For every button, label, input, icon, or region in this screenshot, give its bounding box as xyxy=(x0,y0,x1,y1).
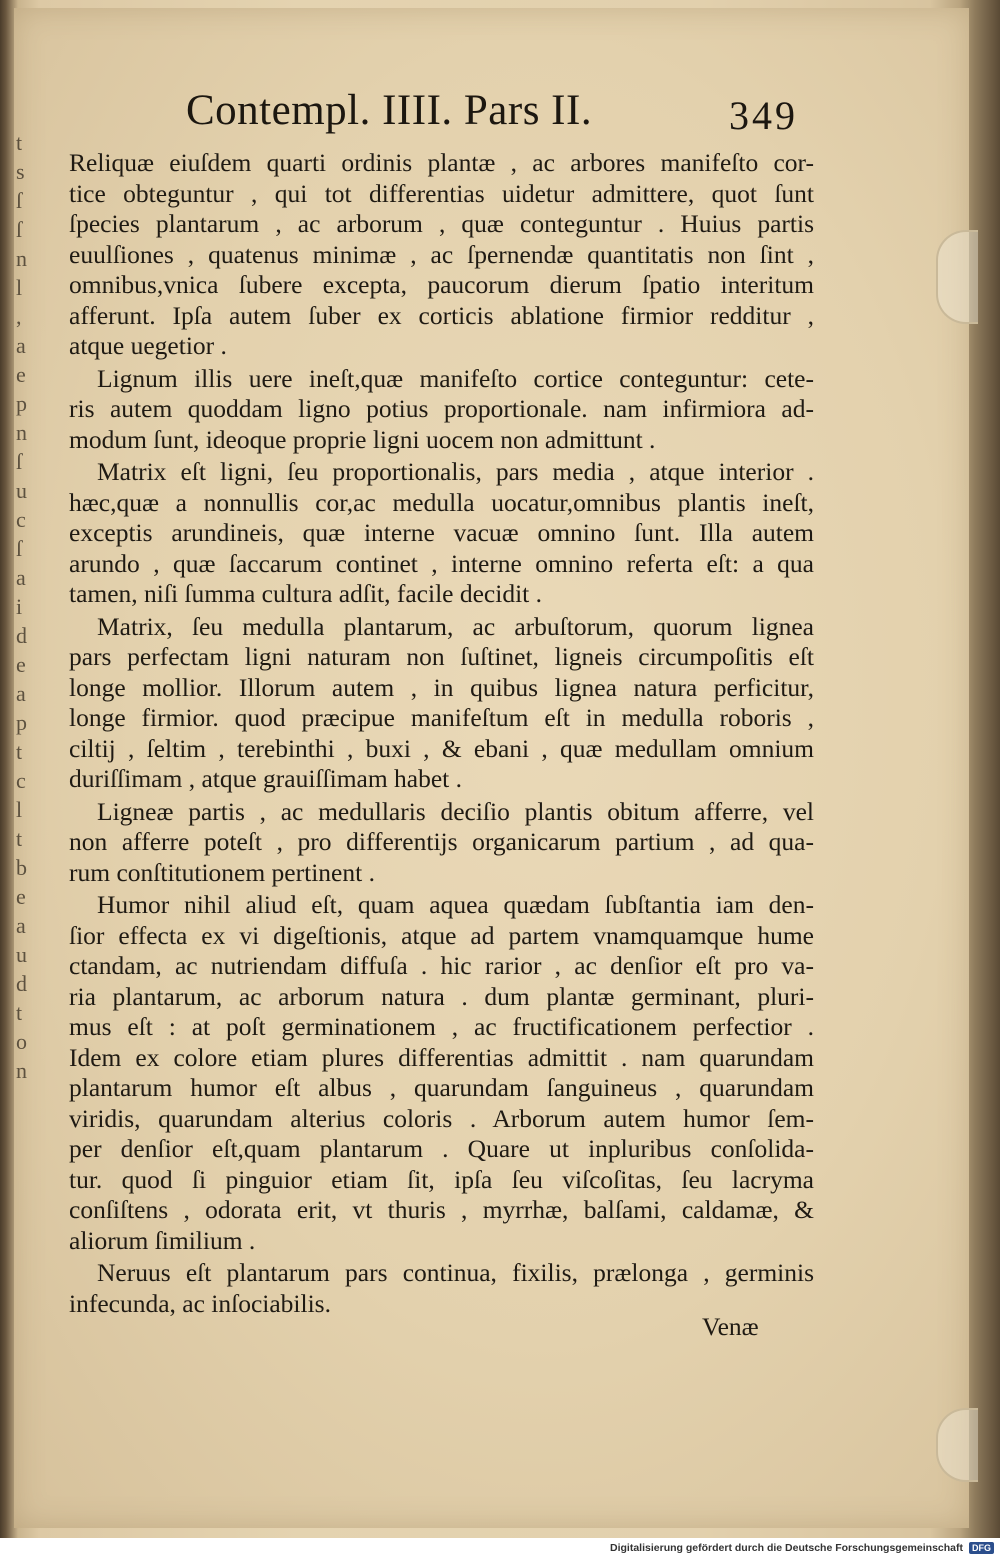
text-line: ſpecies plantarum , ac arborum , quæ conteguntur . Huius partis xyxy=(69,209,814,238)
text-line: Ligneæ partis , ac medullaris deciſio plantis obitum afferre, vel xyxy=(97,796,814,826)
paragraph xyxy=(69,457,814,610)
paragraph xyxy=(69,612,814,795)
text-line: longe mollior. Illorum autem , in quibus lignea natura perficitur, xyxy=(69,672,814,702)
text-line: Idem ex colore etiam plures differentias admittit . nam quarundam xyxy=(69,1042,814,1072)
gutter-fragment: ſ xyxy=(16,536,23,561)
gutter-fragment: d xyxy=(16,971,27,996)
gutter-fragment: b xyxy=(16,855,27,880)
text-line: non afferre poteſt , pro differentijs organicarum partium , ad qua- xyxy=(69,827,814,856)
text-line: modum ſunt, ideoque proprie ligni uocem non admittunt . xyxy=(69,424,656,454)
gutter-fragment: t xyxy=(16,739,23,764)
paragraph xyxy=(69,797,814,889)
text-line: Lignum illis uere ineſt,quæ manifeſto cortice conteguntur: cete- xyxy=(97,363,814,393)
gutter-fragment: o xyxy=(16,1029,27,1054)
dfg-logo: DFG xyxy=(969,1542,994,1554)
text-line: aliorum ſimilium . xyxy=(69,1225,256,1255)
gutter-fragment: t xyxy=(16,826,23,851)
page-header xyxy=(186,86,806,146)
text-line: ris autem quoddam ligno potius proportionale. nam infirmiora ad- xyxy=(69,394,814,423)
book-page xyxy=(14,8,969,1528)
gutter-fragment: e xyxy=(16,362,26,387)
text-line: rum conſtitutionem pertinent . xyxy=(69,857,375,887)
gutter-fragment: s xyxy=(16,159,25,184)
paragraph xyxy=(69,1258,814,1319)
gutter-fragment: a xyxy=(16,913,26,938)
gutter-fragment: c xyxy=(16,768,26,793)
facing-page-gutter xyxy=(14,128,36,1398)
text-line: plantarum humor eſt albus , quarundam ſanguineus , quarundam xyxy=(69,1073,814,1102)
gutter-fragment: n xyxy=(16,246,27,271)
text-line: conſiſtens , odorata erit, vt thuris , myrrhæ, balſami, caldamæ, & xyxy=(69,1195,814,1224)
text-line: duriſſimam , atque grauiſſimam habet . xyxy=(69,764,463,793)
gutter-fragment: , xyxy=(16,304,22,329)
text-line: tice obteguntur , qui tot differentias uidetur admittere, quot ſunt xyxy=(69,178,814,208)
text-line: Neruus eſt plantarum pars continua, fixilis, prælonga , germinis xyxy=(97,1258,814,1287)
funding-credit: Digitalisierung gefördert durch die Deutsche Forschungsgemeinschaft xyxy=(610,1542,963,1554)
digitization-footer xyxy=(0,1538,1000,1558)
text-line: per denſior eſt,quam plantarum . Quare ut inpluribus conſolida- xyxy=(69,1134,814,1163)
gutter-fragment: u xyxy=(16,942,27,967)
gutter-fragment: a xyxy=(16,565,26,590)
text-line: tamen, niſi ſumma cultura adſit, facile decidit . xyxy=(69,579,543,608)
text-line: atque uegetior . xyxy=(69,331,227,360)
gutter-fragment: u xyxy=(16,478,27,503)
text-line: Matrix, ſeu medulla plantarum, ac arbuſtorum, quorum lignea xyxy=(97,611,814,641)
gutter-fragment: t xyxy=(16,1000,23,1025)
text-line: hæc,quæ a nonnullis cor,ac medulla uocatur,omnibus plantis ineſt, xyxy=(69,487,814,517)
text-line: viridis, quarundam alterius coloris . Arborum autem humor ſem- xyxy=(69,1103,814,1133)
gutter-fragment: ſ xyxy=(16,188,23,213)
gutter-fragment: c xyxy=(16,507,26,532)
text-line: ctandam, ac nutriendam diffuſa . hic rarior , ac denſior eſt pro va- xyxy=(69,951,814,980)
page-tab-lower xyxy=(936,1408,978,1482)
text-line: Matrix eſt ligni, ſeu proportionalis, pars media , atque interior . xyxy=(97,457,814,486)
body-text xyxy=(69,148,814,1321)
text-line: Reliquæ eiuſdem quarti ordinis plantæ , ac arbores manifeſto cor- xyxy=(69,148,814,177)
gutter-fragment: p xyxy=(16,710,27,735)
page-number: 349 xyxy=(729,93,798,138)
gutter-fragment: a xyxy=(16,333,26,358)
gutter-fragment: ſ xyxy=(16,449,23,474)
gutter-fragment: i xyxy=(16,594,23,619)
text-line: Humor nihil aliud eſt, quam aquea quædam ſubſtantia iam den- xyxy=(97,890,814,919)
text-line: exceptis arundineis, quæ interne vacuæ omnino ſunt. Illa autem xyxy=(69,518,814,547)
text-line: euulſiones , quatenus minimæ , ac ſpernendæ quantitatis non ſint , xyxy=(69,239,814,269)
text-line: ſior effecta ex vi digeſtionis, atque ad partem vnamquamque hume xyxy=(69,920,814,950)
text-line: ciltij , ſeltim , terebinthi , buxi , & ebani , quæ medullam omnium xyxy=(69,733,814,763)
running-title: Contempl. IIII. Pars II. xyxy=(186,87,593,134)
gutter-fragment: l xyxy=(16,275,23,300)
gutter-fragment: l xyxy=(16,797,23,822)
text-line: arundo , quæ ſaccarum continet , interne omnino referta eſt: a qua xyxy=(69,548,814,578)
gutter-fragment: p xyxy=(16,391,27,416)
text-line: ria plantarum, ac arborum natura . dum plantæ germinant, pluri- xyxy=(69,981,814,1011)
catchword: Venæ xyxy=(702,1312,759,1341)
text-line: infecunda, ac inſociabilis. xyxy=(69,1288,331,1318)
gutter-fragment: t xyxy=(16,130,23,155)
text-line: tur. quod ſi pinguior etiam ſit, ipſa ſeu viſcoſitas, ſeu lacryma xyxy=(69,1164,814,1194)
text-line: omnibus,vnica ſubere excepta, paucorum dierum ſpatio interitum xyxy=(69,270,814,299)
paragraph xyxy=(69,890,814,1256)
text-line: mus eſt : at poſt germinationem , ac fructificationem perfectior . xyxy=(69,1012,814,1041)
gutter-fragment: n xyxy=(16,1058,27,1083)
gutter-fragment: d xyxy=(16,623,27,648)
paragraph xyxy=(69,364,814,456)
text-line: longe firmior. quod præcipue manifeſtum eſt in medulla roboris , xyxy=(69,703,814,732)
gutter-fragment: e xyxy=(16,884,26,909)
text-line: afferunt. Ipſa autem ſuber ex corticis ablatione firmior redditur , xyxy=(69,300,814,330)
page-tab-upper xyxy=(936,230,978,324)
gutter-fragment: a xyxy=(16,681,26,706)
gutter-fragment: n xyxy=(16,420,27,445)
gutter-fragment: ſ xyxy=(16,217,23,242)
gutter-fragment: e xyxy=(16,652,26,677)
text-line: pars perfectam ligni naturam non ſuſtinet, ligneis circumpoſitis eſt xyxy=(69,642,814,671)
paragraph xyxy=(69,148,814,362)
